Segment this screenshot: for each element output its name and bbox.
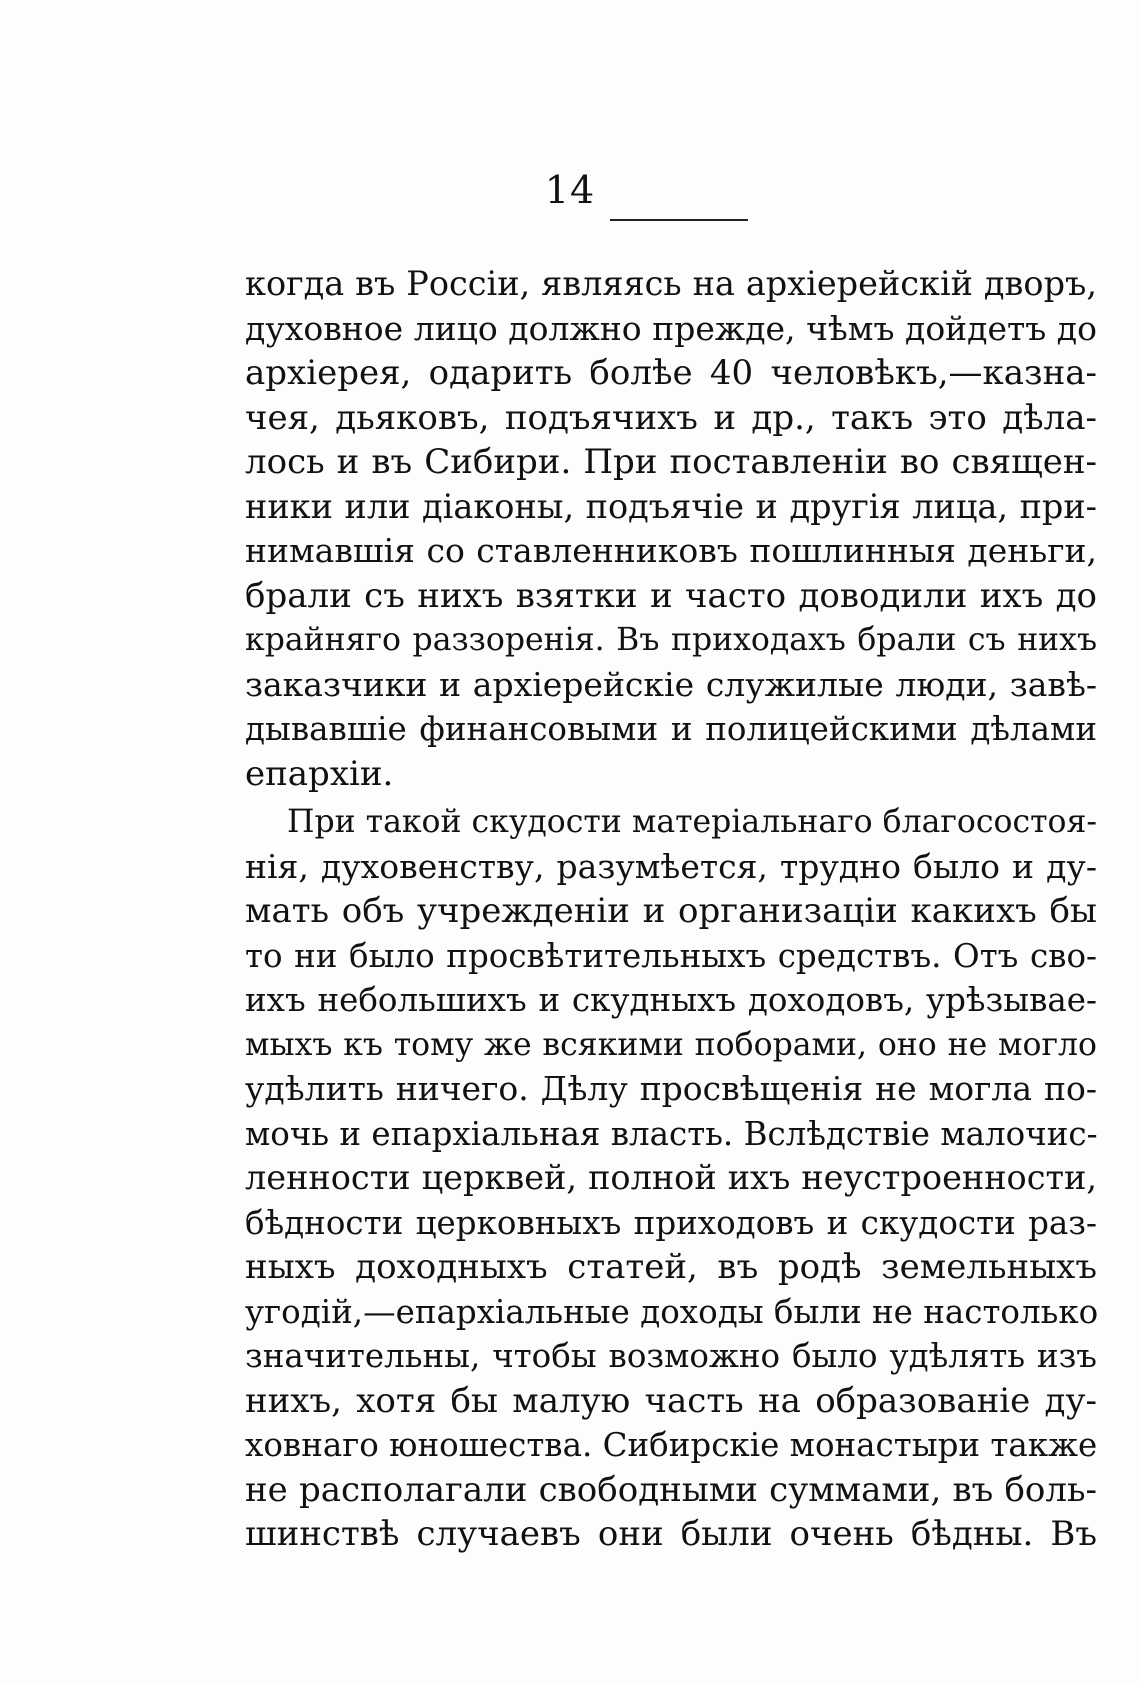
text-line: не располагали свободными суммами, въ боль- — [245, 1469, 1097, 1510]
text-line: ныхъ доходныхъ статей, въ родѣ земельныхъ — [245, 1247, 1097, 1287]
text-line: мать объ учрежденіи и организаціи какихъ бы — [245, 891, 1097, 931]
text-line: дывавшіе финансовыми и полицейскими дѣлами — [245, 710, 1097, 748]
text-line: удѣлить ничего. Дѣлу просвѣщенія не могла по- — [245, 1069, 1097, 1108]
text-line: то ни было просвѣтительныхъ средствъ. Отъ сво- — [245, 936, 1097, 975]
page-number: 14 — [544, 168, 596, 212]
page-number-rule — [610, 219, 748, 221]
text-line: мыхъ къ тому же всякими поборами, оно не могло — [245, 1026, 1097, 1063]
text-line: нихъ, хотя бы малую часть на образованіе ду- — [245, 1380, 1097, 1421]
text-line: ховнаго юношества. Сибирскіе монастыри также — [245, 1426, 1098, 1464]
text-line: нія, духовенству, разумѣется, трудно было и ду- — [245, 846, 1097, 886]
text-line: брали съ нихъ взятки и часто доводили ихъ до — [245, 575, 1097, 616]
text-line: духовное лицо должно прежде, чѣмъ дойдетъ до — [245, 308, 1097, 348]
text-line: значительны, чтобы возможно было удѣлять изъ — [245, 1337, 1097, 1375]
text-line: крайняго раззоренія. Въ приходахъ брали съ нихъ — [245, 622, 1097, 658]
text-line: При такой скудости матеріальнаго благосостоя- — [287, 804, 1097, 840]
text-line: шинствѣ случаевъ они были очень бѣдны. Въ — [245, 1514, 1097, 1554]
paragraph-2 — [245, 800, 1097, 1557]
text-line: ники или діаконы, подъячіе и другія лица, при- — [245, 486, 1097, 526]
text-line: заказчики и архіерейскіе служилые люди, завѣ- — [245, 664, 1097, 704]
text-line: епархіи. — [245, 753, 394, 794]
text-line: ихъ небольшихъ и скудныхъ доходовъ, урѣзывае- — [245, 981, 1097, 1019]
text-line: ленности церквей, полной ихъ неустроенности, — [245, 1158, 1097, 1197]
paragraph-1 — [245, 262, 1097, 796]
text-line: когда въ Россіи, являясь на архіерейскій дворъ, — [245, 264, 1097, 303]
text-line: архіерея, одарить болѣе 40 человѣкъ,—казна- — [245, 353, 1097, 393]
text-line: бѣдности церковныхъ приходовъ и скудости раз- — [245, 1203, 1097, 1242]
text-line: угодій,—епархіальные доходы были не настолько — [245, 1292, 1099, 1331]
text-line: нимавшія со ставленниковъ пошлинныя деньги, — [245, 531, 1097, 570]
text-line: лось и въ Сибири. При поставленіи во священ- — [245, 442, 1097, 482]
text-line: мочь и епархіальная власть. Вслѣдствіе малочис- — [245, 1114, 1098, 1153]
body-text — [245, 262, 1097, 1557]
text-line: чея, дьяковъ, подъячихъ и др., такъ это дѣла- — [245, 397, 1097, 438]
